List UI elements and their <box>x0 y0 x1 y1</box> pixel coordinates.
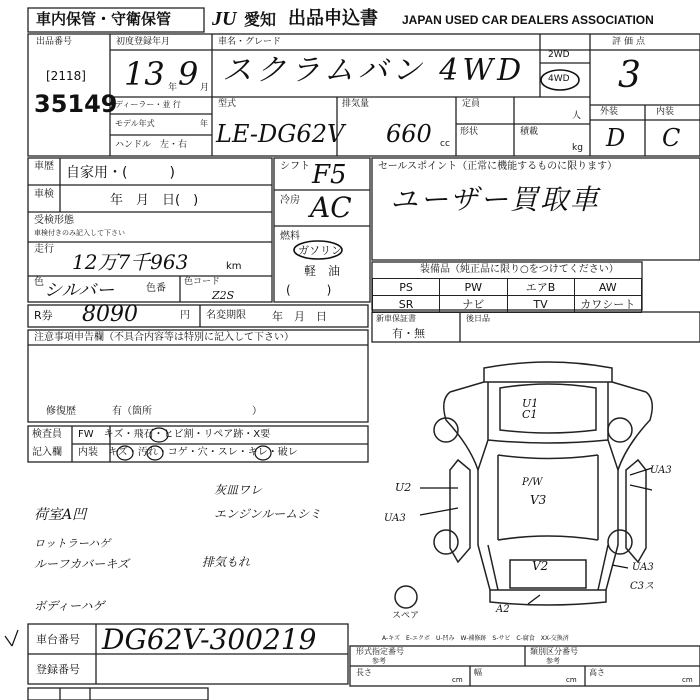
notes-label: 注意事項申告欄（不具合内容等は特別に記入して下さい） <box>34 332 294 343</box>
inspector-label: 検査員 <box>32 429 62 440</box>
inspection-value: 年 月 日( ) <box>110 193 199 208</box>
damage-mark: C3ス <box>630 581 655 592</box>
rating-label: 評価点 <box>612 37 649 47</box>
r-value: 8090 <box>82 302 138 327</box>
rating-value: 3 <box>618 55 641 96</box>
repair-value: 有（箇所 ） <box>112 406 262 417</box>
shift-label: シフト <box>280 161 310 172</box>
sales-point-label: セールスポイント（正常に機能するものに限ります） <box>378 161 618 172</box>
fuel-diesel: 軽 油 <box>304 264 341 278</box>
mileage-label: 走行 <box>34 244 54 255</box>
shift-value: F5 <box>312 160 347 190</box>
form-note: 車検付きのみ記入して下さい <box>34 229 125 237</box>
history-label: 車歴 <box>34 161 54 172</box>
rear-item-label: 後日品 <box>466 314 490 323</box>
equipment-item: PS <box>373 279 440 296</box>
handwritten-note: ルーフカバーキズ <box>34 557 130 571</box>
model-year-label: モデル年式 <box>115 119 155 128</box>
equipment-table <box>372 278 642 313</box>
name-change-label: 名変期限 <box>206 310 246 321</box>
spare-label: スペア <box>392 611 420 621</box>
unit-cm: cm <box>682 676 693 684</box>
mileage-value: 12万7千963 <box>72 250 189 274</box>
entry-label: 記入欄 <box>32 447 62 458</box>
registration-label: 初度登録年月 <box>116 37 171 47</box>
registration-year: 13 <box>124 55 165 93</box>
height-label: 高さ <box>589 668 605 677</box>
color-code-label: 色コード <box>184 277 221 287</box>
interior-line: 内装 キズ・汚れ・コゲ・穴・スレ・キレ・破レ <box>78 447 298 458</box>
handwritten-note: 灰皿ワレ <box>214 483 263 497</box>
chassis-value: DG62V-300219 <box>102 623 317 656</box>
equipment-item: TV <box>507 296 574 313</box>
equipment-label: 装備品（純正品に限り○をつけてください） <box>420 264 619 275</box>
equipment-item: カワシート <box>574 296 641 313</box>
drive-4wd: 4WD <box>548 74 570 84</box>
load-unit: kg <box>572 143 583 153</box>
fuel-label: 燃料 <box>280 231 300 242</box>
shape-cert-label: 形式指定番号 <box>356 647 404 656</box>
width-label: 幅 <box>474 668 482 677</box>
form-label: 受検形態 <box>34 215 74 226</box>
month-unit: 月 <box>200 83 210 93</box>
exterior-value: D <box>606 124 626 152</box>
interior-value: C <box>662 124 681 152</box>
equipment-item: PW <box>440 279 507 296</box>
listing-number: 35149 <box>34 90 118 118</box>
registration-number-label: 登録番号 <box>36 663 80 676</box>
color-code-value: Z2S <box>212 289 235 302</box>
repair-label: 修復歴 <box>46 406 76 417</box>
logo: JU <box>212 8 237 30</box>
color-value: シルバー <box>44 280 115 301</box>
shape-label: 形状 <box>460 127 479 137</box>
ref-label: 参考 <box>546 657 560 665</box>
exterior-label: 外装 <box>600 107 619 117</box>
handwritten-note: 排気もれ <box>202 555 251 569</box>
damage-legend: A-キズ E-エクボ U-凹み W-補修跡 S-サビ C-腐食 XX-交換済 <box>382 635 569 642</box>
sales-point-value: ユーザー買取車 <box>390 183 601 216</box>
registration-month: 9 <box>178 55 199 93</box>
year-unit: 年 <box>168 83 178 93</box>
damage-mark: A2 <box>496 604 510 615</box>
damage-mark: UA3 <box>650 465 672 476</box>
model-year-unit: 年 <box>200 119 208 128</box>
displacement-value: 660 <box>386 120 432 148</box>
unit-cm: cm <box>566 676 577 684</box>
displacement-unit: cc <box>440 139 450 149</box>
type-label: 型式 <box>218 99 237 109</box>
new-warranty-value: 有・無 <box>392 327 425 340</box>
car-name-label: 車名・グレード <box>218 37 282 47</box>
equipment-row <box>373 279 642 296</box>
handwritten-note: エンジンルームシミ <box>214 507 322 521</box>
storage-note: 車内保管・守衛保管 <box>36 10 172 28</box>
damage-mark: UA3 <box>632 562 654 573</box>
listing-number-label: 出品番号 <box>36 37 73 47</box>
fw-line: FW キズ・飛石・ヒビ割・リペア跡・X要 <box>78 429 271 440</box>
r-unit: 円 <box>180 310 190 321</box>
car-name-value: スクラムバン 4WD <box>222 53 526 88</box>
damage-mark: U2 <box>395 481 412 494</box>
equipment-item: ナビ <box>440 296 507 313</box>
listing-code: [2118] <box>46 69 86 83</box>
handwritten-note: ロットラーハゲ <box>34 537 111 550</box>
damage-mark: UA3 <box>384 513 406 524</box>
fuel-other: ( ) <box>286 283 332 297</box>
inspection-label: 車検 <box>34 189 54 200</box>
new-warranty-label: 新車保証書 <box>376 314 416 323</box>
capacity-unit: 人 <box>572 111 582 121</box>
color-label: 色 <box>34 277 44 288</box>
ref-label: 参考 <box>372 657 386 665</box>
ac-value: AC <box>310 191 352 224</box>
color-no-label: 色番 <box>146 283 166 294</box>
load-label: 積載 <box>520 127 539 137</box>
dealer-label: ディーラー・並 行 <box>115 100 181 109</box>
capacity-label: 定員 <box>462 99 481 109</box>
interior-label: 内装 <box>656 107 675 117</box>
handwritten-note: ボディーハゲ <box>34 599 105 613</box>
equipment-item: AW <box>574 279 641 296</box>
handwritten-note: 荷室A凹 <box>34 507 87 523</box>
equipment-item: SR <box>373 296 440 313</box>
equipment-item: エアB <box>507 279 574 296</box>
chassis-label: 車台番号 <box>36 633 80 646</box>
history-value: 自家用・( ) <box>66 165 175 181</box>
association-name: JAPAN USED CAR DEALERS ASSOCIATION <box>402 13 654 27</box>
handle-label: ハンドル 左・右 <box>115 140 188 150</box>
fuel-gasoline: ガソリン <box>298 244 342 257</box>
category-label: 類別区分番号 <box>530 647 578 656</box>
brand: 愛知 <box>244 10 277 29</box>
damage-mark: U1 C1 <box>522 397 539 421</box>
damage-mark: V2 <box>532 559 549 573</box>
type-value: LE-DG62V <box>216 120 345 148</box>
form-title: 出品申込書 <box>288 8 378 29</box>
ac-label: 冷房 <box>280 195 300 206</box>
length-label: 長さ <box>356 668 372 677</box>
damage-mark: P/W <box>522 477 543 488</box>
equipment-row <box>373 296 642 313</box>
r-label: R券 <box>34 309 53 322</box>
damage-mark: V3 <box>530 493 547 507</box>
name-change-value: 年 月 日 <box>272 310 327 323</box>
unit-cm: cm <box>452 676 463 684</box>
mileage-unit: km <box>226 261 242 272</box>
displacement-label: 排気量 <box>342 99 370 109</box>
drive-2wd: 2WD <box>548 50 570 60</box>
